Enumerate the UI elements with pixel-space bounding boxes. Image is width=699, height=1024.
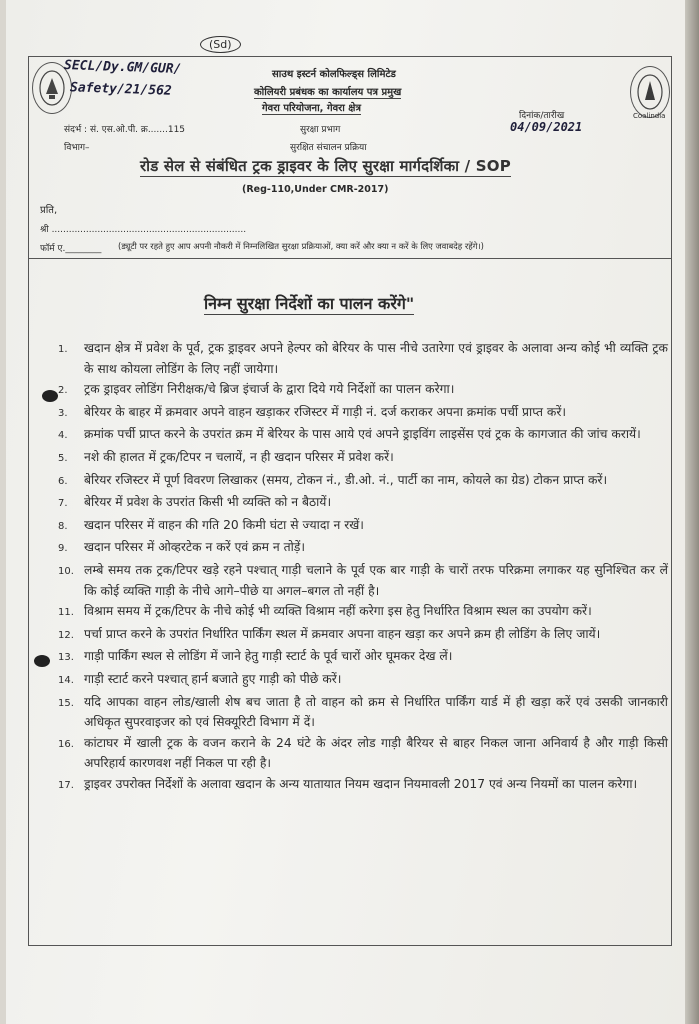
item-number: 4.	[58, 430, 68, 442]
list-item	[58, 624, 668, 647]
page-edge-shadow	[685, 0, 699, 1024]
company-name: साउथ इस्टर्न कोलफिल्ड्स लिमिटेड	[272, 69, 396, 80]
item-number: 14.	[58, 674, 74, 686]
item-number: 17.	[58, 779, 74, 791]
item-number: 16.	[58, 738, 74, 750]
item-number: 15.	[58, 697, 74, 709]
instructions-heading: निम्न सुरक्षा निर्देशों का पालन करेंगे"	[204, 294, 415, 313]
list-item	[58, 646, 668, 669]
instruction-list	[58, 338, 668, 796]
list-item	[58, 537, 668, 560]
handwritten-ref-line2: Safety/21/562	[69, 80, 172, 99]
item-text: यदि आपका वाहन लोड/खाली शेष बच जाता है तो वाहन को क्रम से निर्धारित पार्किंग यार्ड में ही खड़ा करें एवं उसकी जानकारी अधिकृत सुपरवाइजर को एवं सिक्यूरिटी विभाग में दें।	[84, 694, 668, 730]
handwritten-ref-line1: SECL/Dy.GM/GUR/	[63, 57, 182, 78]
item-number: 5.	[58, 452, 68, 464]
item-text: खदान क्षेत्र में प्रवेश के पूर्व, ट्रक ड्राइवर अपने हेल्पर को बेरियर के पास नीचे उतारेगा एवं ड्राइवर के अलावा अन्य कोई भी व्यक्ति ट्रक के साथ कोयला लोडिंग के लिए नहीं जायेगा।	[84, 341, 668, 376]
coal-india-logo	[630, 66, 670, 118]
item-number: 3.	[58, 407, 68, 419]
item-text: ड्राइवर उपरोक्त निर्देशों के अलावा खदान के अन्य यातायात नियम खदान नियमावली 2017 एवं अन्य नियमों का पालन करेगा।	[84, 776, 638, 791]
list-item	[58, 402, 668, 425]
item-number: 12.	[58, 629, 74, 641]
list-item	[58, 338, 668, 379]
item-text: खदान परिसर में ओव्हरटेक न करें एवं क्रम न तोड़ें।	[84, 540, 305, 555]
list-item	[58, 669, 668, 692]
item-text: खदान परिसर में वाहन की गति 20 किमी घंटा से ज्यादा न रखें।	[84, 517, 364, 532]
item-text: लम्बे समय तक ट्रक/टिपर खड़े रहने पश्चात् गाड़ी चलाने के पूर्व एक बार गाड़ी के चारों तरफ परिक्रमा लगाकर यह सुनिश्चित कर लें कि कोई व्यक्ति गाड़ी के नीचे आगे–पीछे या अगल–बगल तो नहीं है।	[84, 562, 668, 598]
item-number: 7.	[58, 498, 68, 510]
office-name: कोलियरी प्रबंधक का कार्यालय पत्र प्रमुख	[254, 84, 401, 99]
accountability-note: (ड्यूटी पर रहते हुए आप अपनी नौकरी में निम्नलिखित सुरक्षा प्रक्रियाओं, क्या करें और क्या न करें के लिए जवाबदेह रहेंगे।)	[118, 241, 484, 251]
list-item	[58, 774, 668, 797]
item-text: कांटाघर में खाली ट्रक के वजन कराने के 24 घंटे के अंदर लोड गाड़ी बैरियर से बाहर निकल जाना अनिवार्य है और गाड़ी किसी अपरिहार्य कारणवश नहीं निकल पा रही है।	[84, 735, 668, 771]
list-item	[58, 733, 668, 774]
ink-blot-1	[42, 390, 58, 402]
list-item	[58, 492, 668, 515]
item-text: ट्रक ड्राइवर लोडिंग निरीक्षक/चे ब्रिज इंचार्ज के द्वारा दिये गये निर्देशों का पालन करेगा।	[84, 382, 455, 397]
item-number: 1.	[58, 344, 68, 355]
item-text: नशे की हालत में ट्रक/टिपर न चलायें, न ही खदान परिसर में प्रवेश करें।	[84, 449, 394, 464]
item-number: 8.	[58, 520, 68, 532]
date-label: दिनांक/तारीख	[519, 111, 565, 121]
procedure-label: सुरक्षित संचालन प्रक्रिया	[290, 143, 367, 153]
item-number: 11.	[58, 607, 74, 619]
item-text: बेरियर में प्रवेश के उपरांत किसी भी व्यक्ति को न बैठायें।	[84, 495, 332, 510]
list-item	[58, 560, 668, 601]
form-label: फॉर्म ए.________	[40, 244, 102, 254]
ink-blot-2	[34, 655, 50, 667]
item-text: गाड़ी स्टार्ट करने पश्चात् हार्न बजाते हुए गाड़ी को पीछे करें।	[84, 671, 342, 686]
list-item	[58, 470, 668, 493]
document-title: रोड सेल से संबंधित ट्रक ड्राइवर के लिए सुरक्षा मार्गदर्शिका / SOP	[140, 157, 511, 175]
list-item	[58, 692, 668, 733]
date-value: 04/09/2021	[510, 120, 583, 134]
item-number: 9.	[58, 543, 68, 555]
regulation-ref: (Reg-110,Under CMR-2017)	[242, 184, 389, 195]
item-text: विश्राम समय में ट्रक/टिपर के नीचे कोई भी व्यक्ति विश्राम नहीं करेगा इस हेतु निर्धारित विश्राम स्थल का उपयोग करें।	[84, 604, 592, 619]
item-text: गाड़ी पार्किंग स्थल से लोडिंग में जाने हेतु गाड़ी स्टार्ट के पूर्व चारों ओर घूमकर देख लें।	[84, 649, 453, 664]
section-name: सुरक्षा प्रभाग	[300, 125, 341, 135]
item-number: 13.	[58, 652, 74, 664]
item-number: 10.	[58, 565, 74, 577]
item-text: बेरियर के बाहर में क्रमवार अपने वाहन खड़ाकर रजिस्टर में गाड़ी नं. दर्ज कराकर अपना क्रमांक पर्ची प्राप्त करें।	[84, 404, 567, 419]
handwritten-initials: (Sd)	[200, 36, 241, 53]
item-text: पर्चा प्राप्त करने के उपरांत निर्धारित पार्किंग स्थल में क्रमवार अपना वाहन खड़ा कर अपने क्रम ही लोडिंग के लिए जायें।	[84, 626, 601, 641]
list-item	[58, 379, 668, 402]
coal-india-logo-icon	[635, 72, 665, 112]
coal-india-logo-text: Coalindia	[633, 112, 666, 120]
list-item	[58, 447, 668, 470]
sop-reference: संदर्भ : सं. एस.ओ.पी. क्र.......115	[64, 125, 186, 135]
list-item	[58, 515, 668, 538]
item-text: बेरियर रजिस्टर में पूर्ण विवरण लिखाकर (समय, टोकन नं., डी.ओ. नं., पार्टी का नाम, कोयले का ग्रेड) टोकन प्राप्त करें।	[84, 472, 608, 487]
list-item	[58, 601, 668, 624]
project-name: गेवरा परियोजना, गेवरा क्षेत्र	[262, 100, 361, 115]
item-text: क्रमांक पर्ची प्राप्त करने के उपरांत क्रम में बेरियर के पास आये एवं अपने ड्राइविंग लाइसेंस एवं ट्रक के कागजात की जांच करायें।	[84, 427, 641, 442]
item-number: 2.	[58, 385, 68, 397]
item-number: 6.	[58, 475, 68, 487]
department-label: विभाग–	[64, 143, 90, 153]
prati-label: प्रति,	[40, 205, 58, 216]
list-item	[58, 424, 668, 447]
header-separator	[28, 258, 672, 259]
shri-line: श्री ....................................................................	[40, 225, 247, 235]
secl-logo-icon	[37, 68, 67, 108]
